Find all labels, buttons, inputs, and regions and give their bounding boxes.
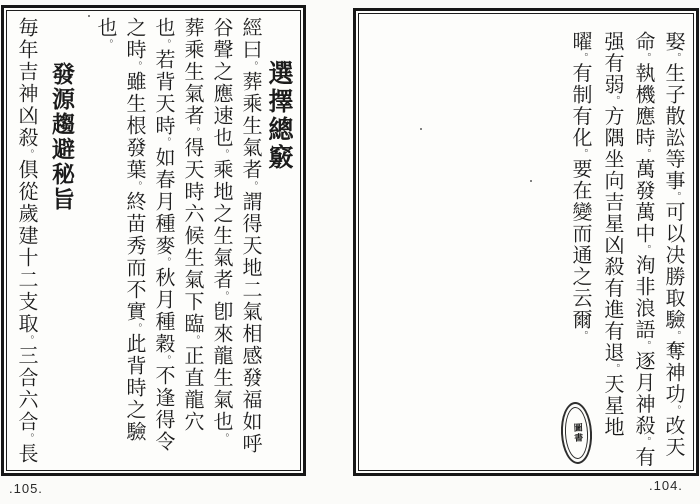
- text-column: 毎年吉神凶殺。俱從歲建十二支取。三合六合。長: [15, 17, 39, 465]
- left-page-border: [6, 10, 301, 471]
- section-title-xuanze-zongqiao: 選擇總竅: [265, 60, 294, 172]
- text-column: 也。若背天時。如春月種麥。秋月種穀。不逢得令: [152, 17, 176, 453]
- page-number-left: .105.: [9, 481, 43, 496]
- right-page: [353, 8, 699, 476]
- right-page-border: [358, 13, 694, 471]
- scan-speck: [88, 15, 90, 17]
- seal-inner-ring: [564, 406, 590, 459]
- text-column: 葬乘生氣者。得天時六候生氣下臨。正直龍穴: [181, 17, 205, 433]
- text-column: 經曰。葬乘生氣者。謂得天地二氣相感發福如呼: [239, 17, 263, 455]
- text-column: 命。執機應時。萬發萬中。洵非浪語。逐月神殺。有: [632, 31, 656, 468]
- section-heading-fayuan-qubi-mizhi: 發源趨避秘旨: [48, 62, 75, 212]
- text-column: 强有弱。方隅坐向吉星凶殺有進有退。天星地: [601, 31, 625, 438]
- scan-speck: [530, 180, 532, 182]
- text-column: 也。: [94, 17, 118, 49]
- text-column: 之時。雖生根發葉。終苗秀而不實。此背時之驗: [123, 17, 147, 443]
- seal-text: 圖書: [571, 422, 583, 444]
- left-page: [1, 5, 306, 476]
- collector-seal-stamp: [559, 401, 593, 465]
- text-column: 谷聲之應速也。乘地之生氣者。卽來龍生氣也。: [210, 17, 234, 443]
- text-column: 曜。有制有化。要在變而通之云爾。: [569, 31, 593, 341]
- text-column: 娶。生子散訟等事。可以决勝取驗。奪神功。改天: [662, 31, 686, 458]
- scan-speck: [420, 128, 422, 130]
- page-number-right: .104.: [649, 478, 683, 493]
